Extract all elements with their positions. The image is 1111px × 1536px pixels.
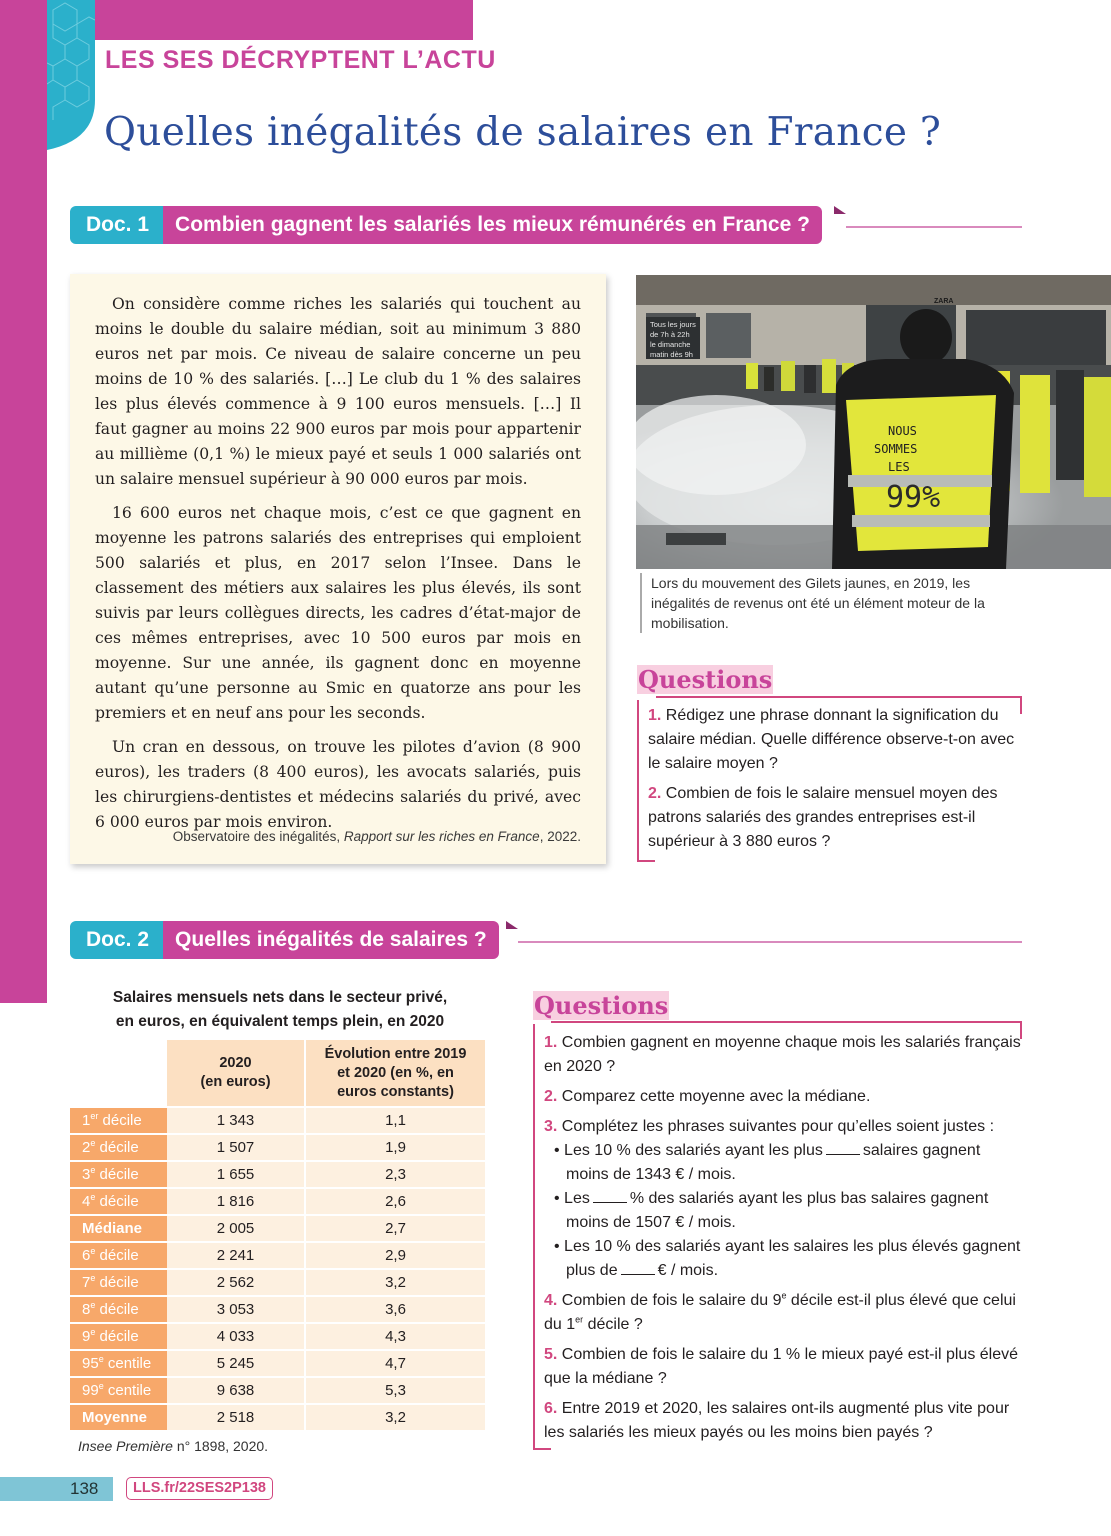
svg-text:matin dès 9h: matin dès 9h [650,350,693,359]
doc1-rule [846,226,1022,228]
doc2-question-3: 3. Complétez les phrases suivantes pour qu’elles soient justes : [544,1118,995,1135]
cell-salary-2020: 3 053 [167,1297,304,1324]
left-accent-bar [0,0,47,1003]
section-kicker: LES SES DÉCRYPTENT L’ACTU [105,46,496,74]
doc1-question-1: 1. Rédigez une phrase donnant la signification du salaire médian. Quelle différence observe-t-on avec le salaire moyen ? [648,707,1015,772]
row-label: 4e décile [70,1189,167,1216]
cell-evolution: 2,7 [304,1216,485,1243]
cell-salary-2020: 9 638 [167,1378,304,1405]
table-row [70,1297,485,1324]
doc1-question-2: 2. Combien de fois le salaire mensuel moyen des patrons salariés des grandes entreprises est-il supérieur à 3 880 euros ? [648,785,998,850]
cell-evolution: 2,3 [304,1162,485,1189]
row-label: 6e décile [70,1243,167,1270]
page-title: Quelles inégalités de salaires en France ? [104,110,942,155]
doc1-paragraph-3: Un cran en dessous, on trouve les pilotes d’avion (8 900 euros), les traders (8 400 euros), les avocats salariés, puis les chirurgiens-dentistes et médecins salariés du privé, avec 6 000 euros par mois environ. [95,738,581,831]
table-title: Salaires mensuels nets dans le secteur privé, en euros, en équivalent temps plein, en 2020 [112,989,448,1030]
row-label: 7e décile [70,1270,167,1297]
doc2-header [70,921,499,959]
doc2-question-3-bullet-2: • Les % des salariés ayant les plus bas salaires gagnent moins de 1507 € / mois. [554,1190,989,1231]
row-label: Médiane [70,1216,167,1243]
doc2-source: Insee Première n° 1898, 2020. [78,1438,269,1454]
cell-evolution: 2,9 [304,1243,485,1270]
doc1-questions-heading: Questions [638,665,773,694]
doc2-questions-list [544,1031,1024,1451]
svg-text:le dimanche: le dimanche [650,340,691,349]
cell-salary-2020: 4 033 [167,1324,304,1351]
cell-evolution: 4,7 [304,1351,485,1378]
doc1-paragraph-2: 16 600 euros net chaque mois, c’est ce que gagnent en moyenne les patrons salariés des entreprises qui emploient 500 salariés et plus, en 2017 selon l’Insee. Dans le classement des métiers aux salaires les plus élevés, ils sont suivis par leurs collègues directs, les cadres d’état-major de ces mêmes entreprises, avec 10 500 euros par mois en moyenne. Sur une année, ils gagnent donc en moyenne autant qu’une personne au Smic en quatorze ans pour les premiers et en neuf ans pour les seconds. [95,504,581,722]
row-label: 3e décile [70,1162,167,1189]
row-label: 1er décile [70,1108,167,1135]
table-row [70,1270,485,1297]
table-row [70,1108,485,1135]
row-label: 95e centile [70,1351,167,1378]
row-label: 2e décile [70,1135,167,1162]
cell-salary-2020: 1 507 [167,1135,304,1162]
doc1-paragraph-1: On considère comme riches les salariés qui touchent au moins le double du salaire médian, soit au minimum 3 880 euros net par mois. Ce niveau de salaire concerne un peu moins de 10 % des salariés. […] Le club du 1 % des salaires les plus élevés commence à 9 100 euros mensuels. […] Il faut gagner au moins 22 900 euros par mois pour appartenir au millième (0,1 %) le mieux payé et seuls 1 000 salariés ont un salaire mensuel supérieur à 90 000 euros par mois. [95,295,581,488]
cell-salary-2020: 2 241 [167,1243,304,1270]
cell-salary-2020: 5 245 [167,1351,304,1378]
svg-text:LES: LES [888,460,910,474]
doc2-question-3-bullet-3: • Les 10 % des salariés ayant les salaires les plus élevés gagnent plus de € / mois. [554,1238,1021,1279]
cell-evolution: 1,9 [304,1135,485,1162]
row-label: 9e décile [70,1324,167,1351]
svg-text:SOMMES: SOMMES [874,442,918,456]
shop-sign [646,317,700,359]
answer-blank[interactable] [593,1189,627,1203]
svg-text:NOUS: NOUS [888,424,917,438]
cell-evolution: 5,3 [304,1378,485,1405]
row-label: 99e centile [70,1378,167,1405]
table-row [70,1378,485,1405]
hexagon-pattern-decoration [47,0,95,150]
store-logo: ZARA [934,298,954,305]
doc1-flag [834,206,846,214]
cell-salary-2020: 2 562 [167,1270,304,1297]
lls-link[interactable]: LLS.fr/22SES2P138 [126,1477,273,1500]
col-header-evolution: Évolution entre 2019 et 2020 (en %, en euros constants) [304,1040,485,1108]
svg-text:de 7h à 22h: de 7h à 22h [650,330,690,339]
table-row [70,1189,485,1216]
doc1-title: Combien gagnent les salariés les mieux rémunérés en France ? [163,206,822,244]
doc1-header [70,206,822,244]
table-row [70,1405,485,1432]
cell-evolution: 3,6 [304,1297,485,1324]
doc1-questions-list [648,704,1020,860]
cell-evolution: 3,2 [304,1405,485,1432]
table-row [70,1135,485,1162]
doc2-flag [506,921,518,929]
gilets-jaunes-photo [636,275,1111,569]
table-row [70,1351,485,1378]
table-corner [70,1040,167,1108]
cell-salary-2020: 2 005 [167,1216,304,1243]
cell-salary-2020: 1 816 [167,1189,304,1216]
answer-blank[interactable] [621,1261,655,1275]
cell-salary-2020: 2 518 [167,1405,304,1432]
cell-evolution: 3,2 [304,1270,485,1297]
page-number: 138 [0,1477,113,1501]
table-row [70,1216,485,1243]
table-row [70,1324,485,1351]
doc1-number: Doc. 1 [70,206,163,244]
table-row [70,1162,485,1189]
doc2-question-1: 1. Combien gagnent en moyenne chaque mois les salariés français en 2020 ? [544,1034,1021,1075]
doc2-questions-heading: Questions [534,991,669,1020]
cell-evolution: 2,6 [304,1189,485,1216]
doc1-source: Observatoire des inégalités, Rapport sur les riches en France, 2022. [172,829,581,844]
cell-evolution: 1,1 [304,1108,485,1135]
salary-table [70,1040,485,1432]
doc1-text-box [70,274,606,864]
row-label: 8e décile [70,1297,167,1324]
cell-salary-2020: 1 343 [167,1108,304,1135]
svg-text:99%: 99% [886,480,941,515]
svg-text:Tous les jours: Tous les jours [650,320,696,329]
doc2-question-3-bullet-1: • Les 10 % des salariés ayant les plus salaires gagnent moins de 1343 € / mois. [554,1142,981,1183]
row-label: Moyenne [70,1405,167,1432]
doc2-number: Doc. 2 [70,921,163,959]
col-header-2020: 2020 (en euros) [167,1040,304,1108]
table-row [70,1243,485,1270]
answer-blank[interactable] [826,1141,860,1155]
doc2-question-6: 6. Entre 2019 et 2020, les salaires ont-ils augmenté plus vite pour les salariés les mieux payés ou les moins bien payés ? [544,1400,1010,1441]
photo-caption: Lors du mouvement des Gilets jaunes, en 2019, les inégalités de revenus ont été un élément moteur de la mobilisation. [640,573,1030,633]
cell-salary-2020: 1 655 [167,1162,304,1189]
doc2-rule [518,941,1022,943]
doc2-title: Quelles inégalités de salaires ? [163,921,499,959]
doc2-question-4: 4. Combien de fois le salaire du 9e décile est-il plus élevé que celui du 1er décile ? [544,1290,1016,1333]
cell-evolution: 4,3 [304,1324,485,1351]
doc2-question-2: 2. Comparez cette moyenne avec la médiane. [544,1088,871,1105]
doc2-question-5: 5. Combien de fois le salaire du 1 % le mieux payé est-il plus élevé que la médiane ? [544,1346,1019,1387]
